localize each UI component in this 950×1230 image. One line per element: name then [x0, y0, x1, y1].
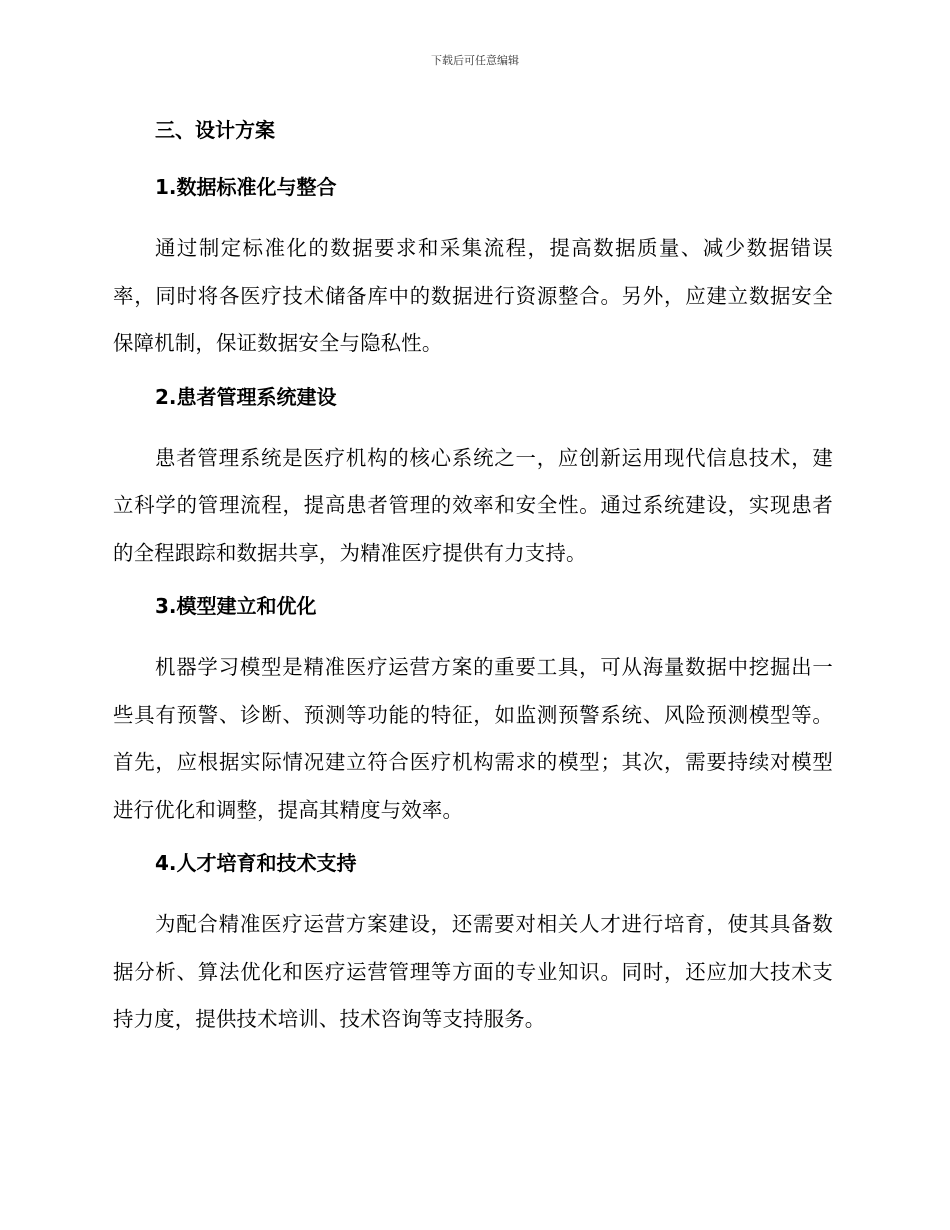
- subsection-heading-1: 1.数据标准化与整合: [155, 175, 337, 199]
- subsection-heading-2: 2.患者管理系统建设: [155, 384, 337, 409]
- subsection-paragraph-2: 患者管理系统是医疗机构的核心系统之一，应创新运用现代信息技术，建立科学的管理流程，提高患者管理的效率和安全性。通过系统建设，实现患者的全程跟踪和数据共享，为精准医疗提供有力支持。: [113, 445, 833, 565]
- subsection-heading-3: 3.模型建立和优化: [155, 594, 317, 618]
- page-header: 下载后可任意编辑: [431, 54, 519, 67]
- subsection-paragraph-1: 通过制定标准化的数据要求和采集流程，提高数据质量、减少数据错误率，同时将各医疗技术储备库中的数据进行资源整合。另外，应建立数据安全保障机制，保证数据安全与隐私性。: [113, 236, 833, 355]
- subsection-heading-4: 4.人才培育和技术支持: [155, 851, 357, 875]
- subsection-paragraph-3: 机器学习模型是精准医疗运营方案的重要工具，可从海量数据中挖掘出一些具有预警、诊断、预测等功能的特征，如监测预警系统、风险预测模型等。首先，应根据实际情况建立符合医疗机构需求的模型；其次，需要持续对模型进行优化和调整，提高其精度与效率。: [113, 655, 833, 822]
- document-body: [113, 112, 833, 1055]
- subsection-paragraph-4: 为配合精准医疗运营方案建设，还需要对相关人才进行培育，使其具备数据分析、算法优化和医疗运营管理等方面的专业知识。同时，还应加大技术支持力度，提供技术培训、技术咨询等支持服务。: [113, 912, 833, 1031]
- section-title: 三、设计方案: [155, 118, 275, 142]
